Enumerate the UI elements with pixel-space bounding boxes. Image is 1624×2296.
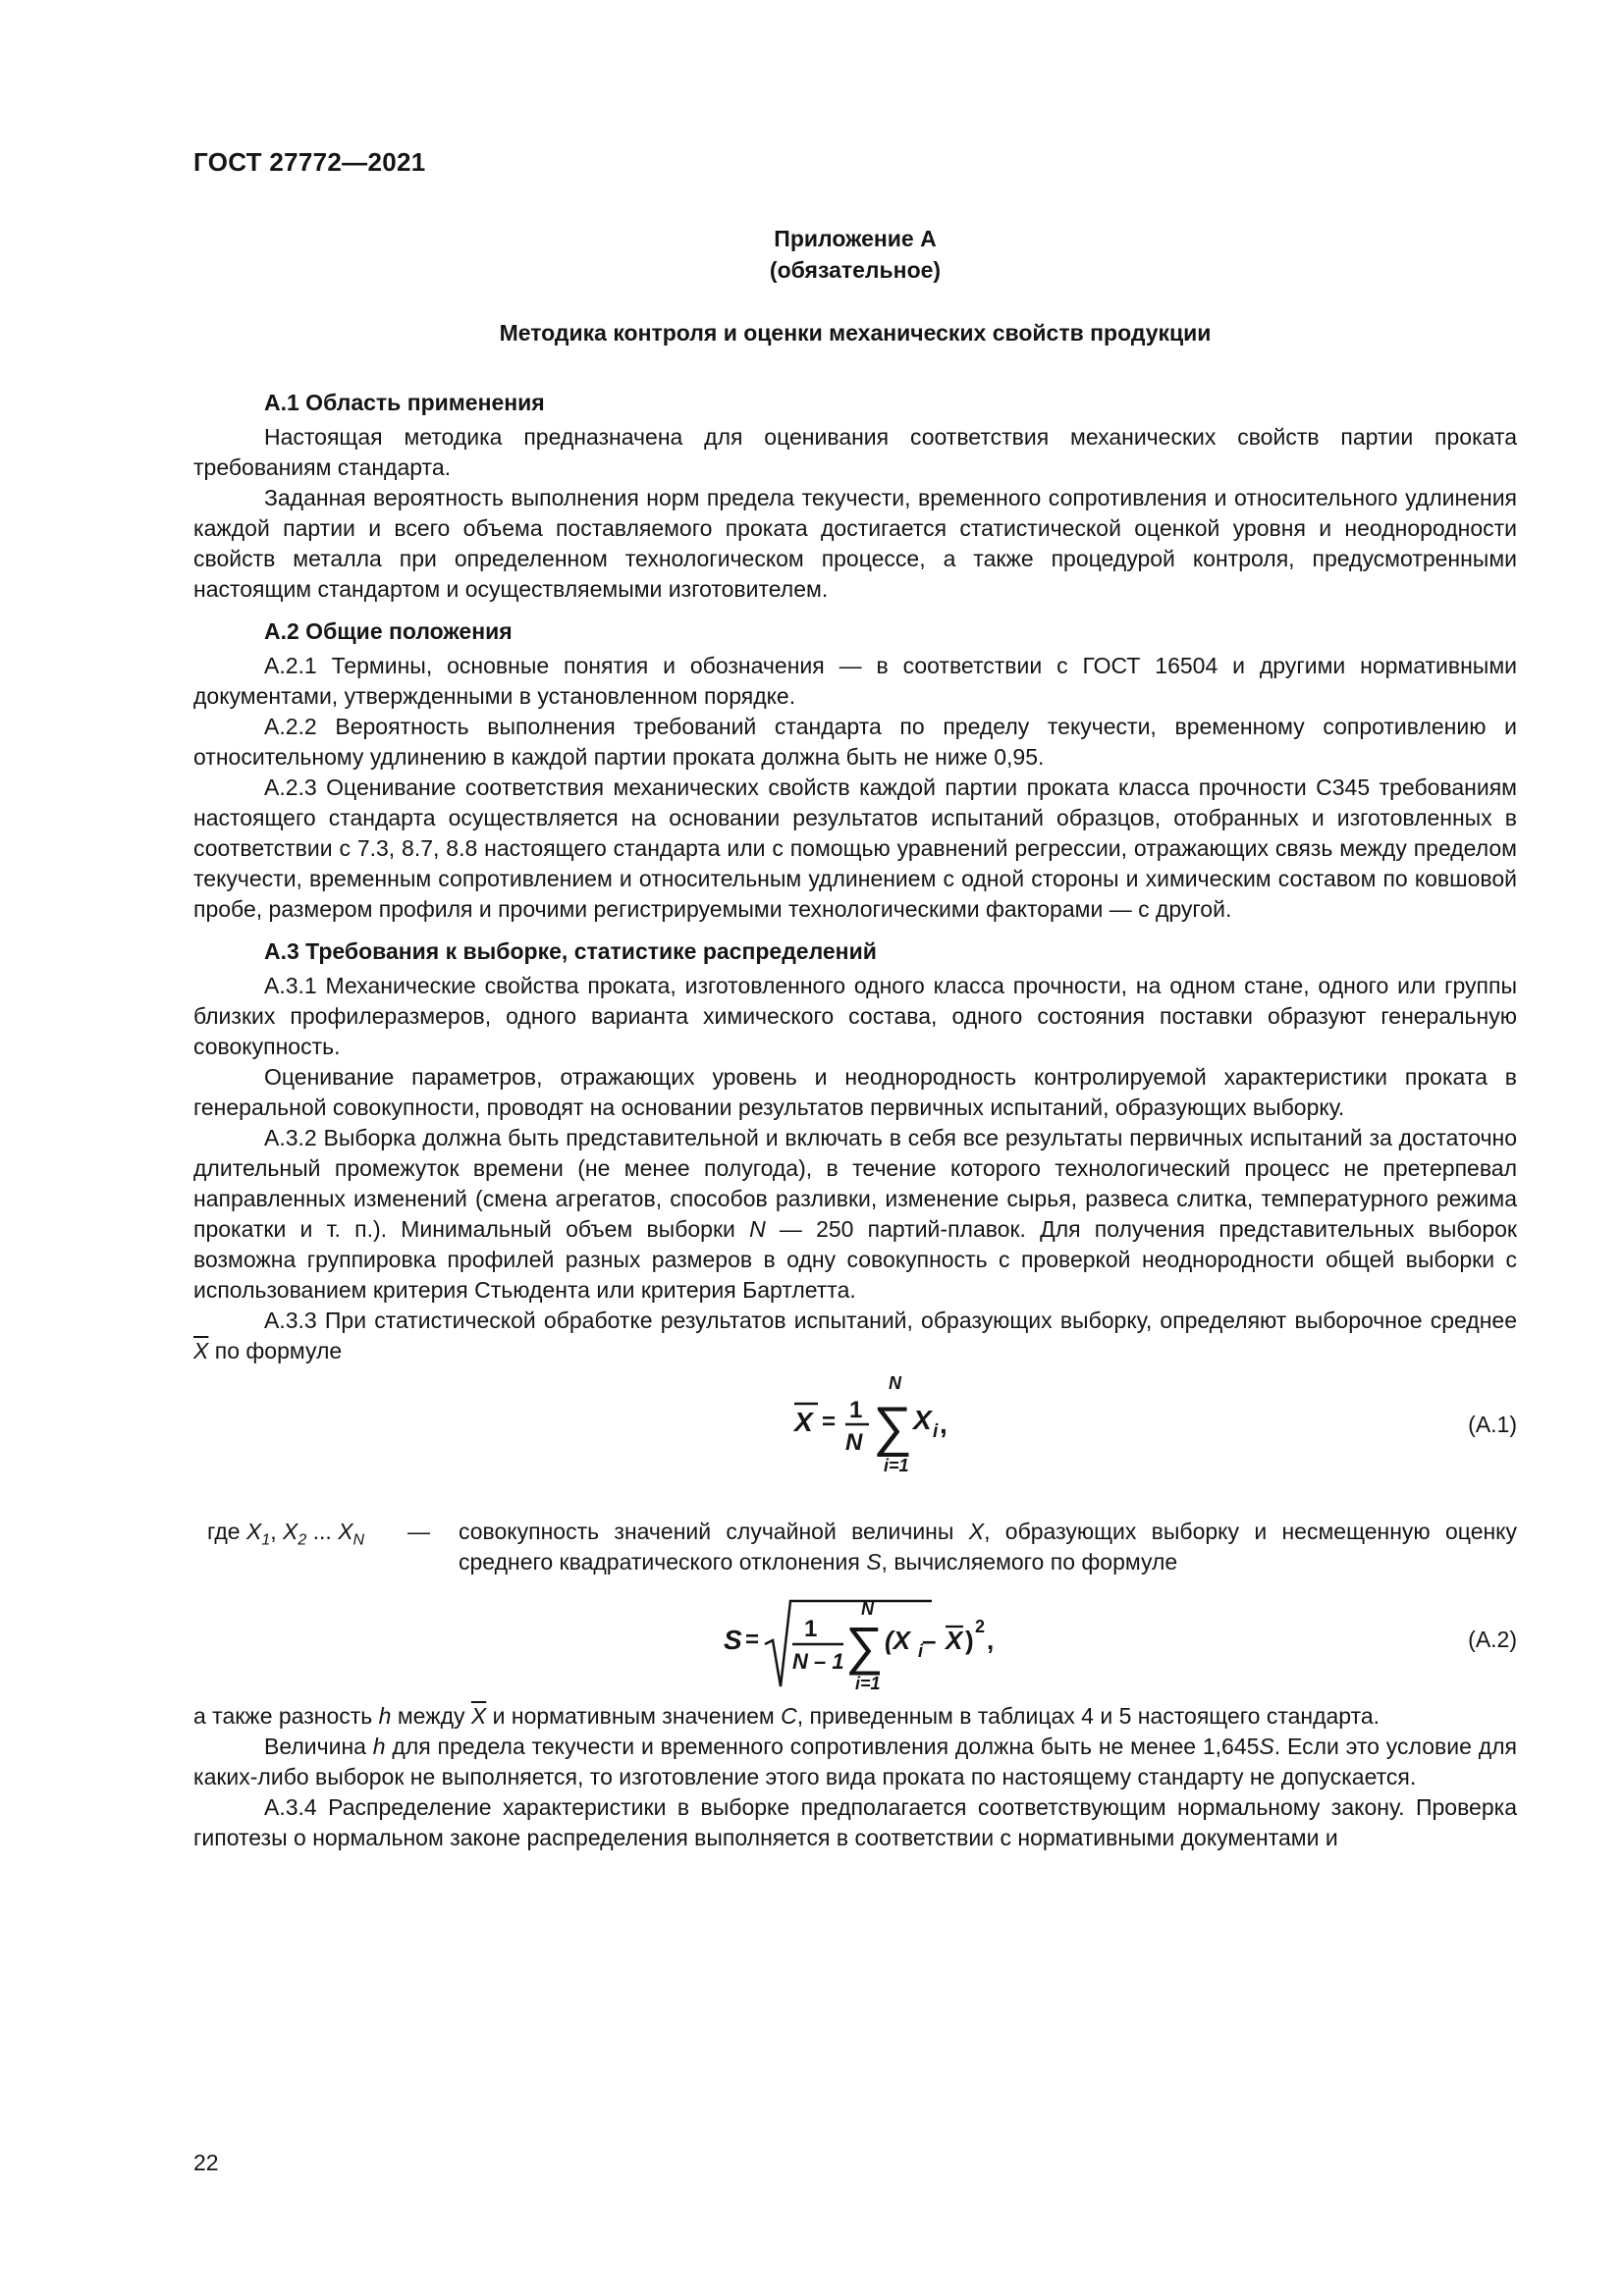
formula-a1-number: (А.1) [1468,1412,1517,1437]
paragraph: А.2.3 Оценивание соответствия механических свойств каждой партии проката класса прочности С345 требованиям настоящего стандарта осуществляется на основании результатов испытаний образцов, отобранных и изготовленных в соответствии с 7.3, 8.7, 8.8 настоящего стандарта или с помощью уравнений регрессии, отражающих связь между пределом текучести, временным сопротивлением и относительным удлинением с одной стороны и химическим составом по ковшовой пробе, размером профиля и прочими регистрируемыми технологическими факторами — с другой. [193,774,1517,922]
paragraph: А.3.1 Механические свойства проката, изготовленного одного класса прочности, на одном стане, одного или группы близких профилеразмеров, одного варианта химического состава, одного состояния поставки образуют генеральную совокупность. [193,973,1517,1059]
svg-text:i=1: i=1 [855,1674,881,1693]
svg-text:=: = [822,1409,837,1435]
where-dash: — [407,1519,430,1544]
svg-text:∑: ∑ [845,1617,884,1676]
formula-a2 [193,1593,1517,1701]
svg-text:,: , [940,1409,947,1439]
paragraph: А.3.3 При статистической обработке результатов испытаний, образующих выборку, определяют выборочное среднее $\overline{X}$ по формуле [193,1308,1517,1363]
formula-a1-svg [783,1366,1018,1489]
svg-text:∑: ∑ [873,1395,912,1457]
svg-text:i: i [933,1421,939,1442]
where-text: совокупность значений случайной величины X, образующих выборку и несмещенную оценку среднего квадратического отклонения S, вычисляемого по формуле [459,1519,1518,1575]
section-a2-title: А.2 Общие положения [264,618,513,644]
paragraph: А.2.2 Вероятность выполнения требований стандарта по пределу текучести, временному сопротивлению и относительному удлинению в каждой партии проката должна быть не ниже 0,95. [193,714,1517,770]
svg-text:i=1: i=1 [884,1456,909,1475]
page-number: 22 [193,2150,219,2175]
appendix-heading: Методика контроля и оценки механических свойств продукции [499,320,1212,346]
svg-text:=: = [745,1627,760,1653]
appendix-title: Приложение А [774,226,937,251]
section-a1-title: А.1 Область применения [264,390,545,415]
svg-text:X: X [913,1405,932,1435]
formula-explanation [193,1517,1517,1593]
svg-text:X: X [794,1407,813,1437]
paragraph: Величина h для предела текучести и временного сопротивления должна быть не менее 1,645S. Если это условие для каких-либо выборок не выполняется, то изготовление этого вида проката по настоящему стандарту не допускается. [193,1734,1517,1789]
paragraph: Настоящая методика предназначена для оценивания соответствия механических свойств партии проката требованиям стандарта. [193,424,1517,480]
where-label: где $X_1$, $X_2$ ... $X_N$ [207,1519,365,1549]
svg-text:2: 2 [975,1617,986,1636]
svg-text:(X: (X [885,1626,910,1655]
document-code: ГОСТ 27772—2021 [193,147,426,177]
svg-text:1: 1 [804,1616,818,1642]
svg-text:N – 1: N – 1 [792,1649,844,1674]
section-a3-title: А.3 Требования к выборке, статистике распределений [264,938,877,964]
paragraph: А.2.1 Термины, основные понятия и обозначения — в соответствии с ГОСТ 16504 и другими нормативными документами, утвержденными в установленном порядке. [193,653,1517,709]
paragraph: Заданная вероятность выполнения норм предела текучести, временного сопротивления и относительного удлинения каждой партии и всего объема поставляемого проката достигается статистической оценкой уровня и неоднородности свойств металла при определенном технологическом процессе, а также процедурой контроля, предусмотренными настоящим стандартом и осуществляемыми изготовителем. [193,485,1517,602]
svg-text:i: i [918,1641,924,1661]
svg-text:–: – [922,1626,937,1655]
document-body [193,388,1517,1853]
svg-text:1: 1 [849,1397,863,1423]
formula-a1 [193,1366,1517,1489]
paragraph: а также разность h между $\overline{X}$ и нормативным значением C, приведенным в таблицах 4 и 5 настоящего стандарта. [193,1703,1380,1729]
svg-text:S: S [724,1625,742,1655]
formula-a2-number: (А.2) [1468,1627,1517,1652]
svg-text:): ) [965,1626,974,1655]
svg-text:N: N [889,1373,901,1393]
svg-text:,: , [987,1626,995,1655]
svg-text:N: N [861,1599,874,1619]
appendix-subtitle: (обязательное) [769,257,942,283]
paragraph: А.3.4 Распределение характеристики в выборке предполагается соответствующим нормальному закону. Проверка гипотезы о нормальном законе распределения выполняется в соответствии с нормативными документами и [193,1794,1517,1850]
paragraph: А.3.2 Выборка должна быть представительной и включать в себя все результаты первичных испытаний за достаточно длительный промежуток времени (не менее полугода), в течение которого технологический процесс не претерпевал направленных изменений (смена агрегатов, способов разливки, изменение сырья, развеса слитка, температурного режима прокатки и т. п.). Минимальный объем выборки N — 250 партий-плавок. Для получения представительных выборок возможна группировка профилей разных размеров в одну совокупность с проверкой неоднородности общей выборки с использованием критерия Стьюдента или критерия Бартлетта. [193,1125,1517,1303]
svg-text:X: X [946,1626,963,1655]
paragraph: Оценивание параметров, отражающих уровень и неоднородность контролируемой характеристики проката в генеральной совокупности, проводят на основании результатов первичных испытаний, образующих выборку. [193,1064,1517,1120]
formula-a2-svg [724,1593,1018,1701]
svg-text:N: N [845,1429,863,1456]
